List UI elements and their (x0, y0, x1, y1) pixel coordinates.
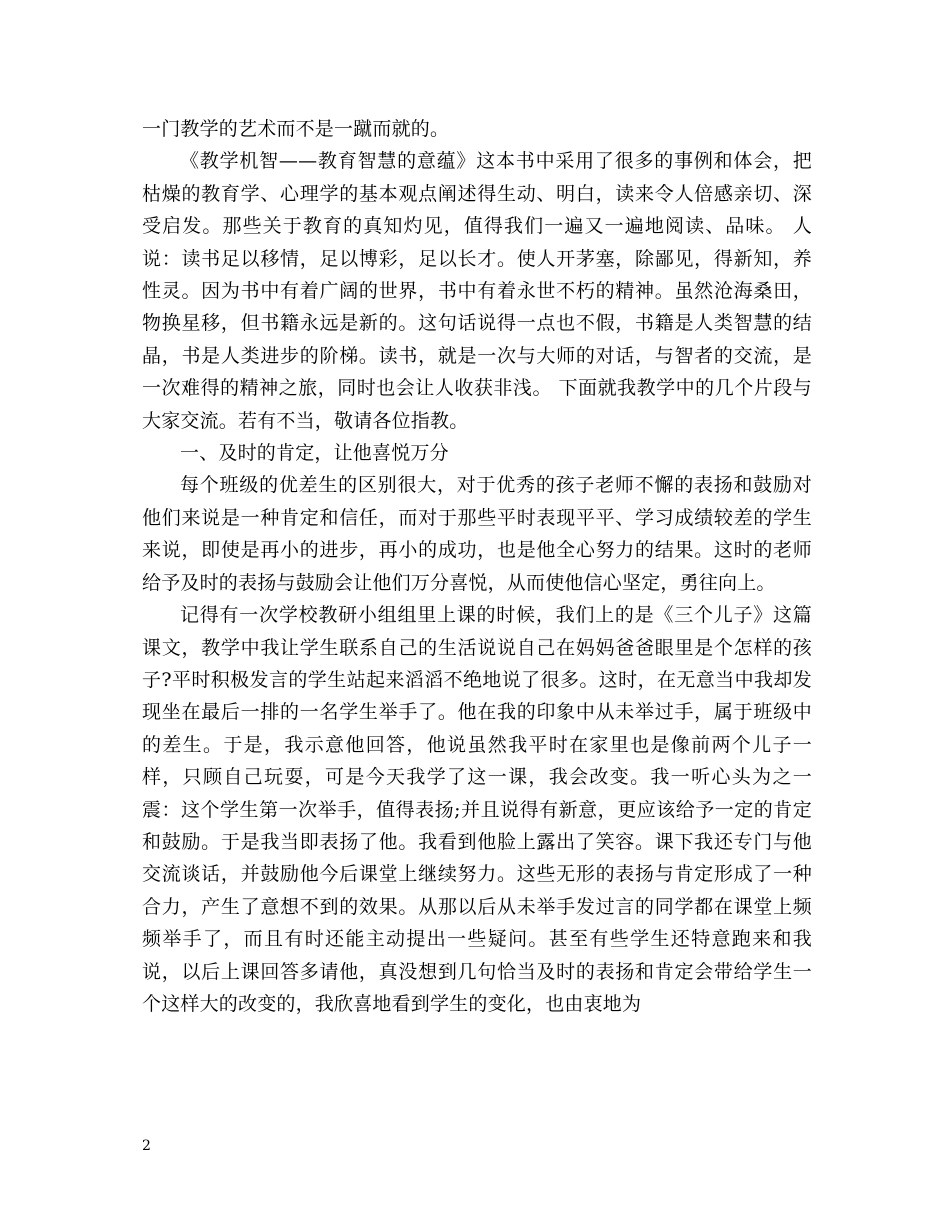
page-number: 2 (142, 1138, 151, 1154)
paragraph: 《教学机智——教育智慧的意蕴》这本书中采用了很多的事例和体会，把枯燥的教育学、心理学的基本观点阐述得生动、明白，读来令人倍感亲切、深受启发。那些关于教育的真知灼见，值得我们一遍又一遍地阅读、品味。 人说：读书足以移情，足以博彩，足以长才。使人开茅塞，除鄙见，得新知，养性灵。因为书中有着广阔的世界，书中有着永世不朽的精神。虽然沧海桑田，物换星移，但书籍永远是新的。这句话说得一点也不假，书籍是人类智慧的结晶，书是人类进步的阶梯。读书，就是一次与大师的对话，与智者的交流，是一次难得的精神之旅，同时也会让人收获非浅。 下面就我教学中的几个片段与大家交流。若有不当，敬请各位指教。 (142, 150, 812, 432)
section-heading: 一、及时的肯定，让他喜悦万分 (180, 442, 449, 465)
body-text (142, 113, 812, 1020)
paragraph: 记得有一次学校教研小组组里上课的时候，我们上的是《三个儿子》这篇课文，教学中我让学生联系自己的生活说说自己在妈妈爸爸眼里是个怎样的孩子?平时积极发言的学生站起来滔滔不绝地说了很多。这时，在无意当中我却发现坐在最后一排的一名学生举手了。他在我的印象中从未举过手，属于班级中的差生。于是，我示意他回答，他说虽然我平时在家里也是像前两个儿子一样，只顾自己玩耍，可是今天我学了这一课，我会改变。我一听心头为之一震：这个学生第一次举手，值得表扬;并且说得有新意，更应该给予一定的肯定和鼓励。于是我当即表扬了他。我看到他脸上露出了笑容。课下我还专门与他交流谈话，并鼓励他今后课堂上继续努力。这些无形的表扬与肯定形成了一种合力，产生了意想不到的效果。从那以后从未举手发过言的同学都在课堂上频频举手了，而且有时还能主动提出一些疑问。甚至有些学生还特意跑来和我说，以后上课回答多请他，真没想到几句恰当及时的表扬和肯定会带给学生一个这样大的改变的，我欣喜地看到学生的变化，也由衷地为 (142, 604, 812, 1015)
paragraph: 一门教学的艺术而不是一蹴而就的。 (142, 118, 450, 140)
paragraph: 每个班级的优差生的区别很大，对于优秀的孩子老师不懈的表扬和鼓励对他们来说是一种肯定和信任，而对于那些平时表现平平、学习成绩较差的学生来说，即使是再小的进步，再小的成功，也是他全心努力的结果。这时的老师给予及时的表扬与鼓励会让他们万分喜悦，从而使他信心坚定，勇往向上。 (142, 474, 812, 594)
